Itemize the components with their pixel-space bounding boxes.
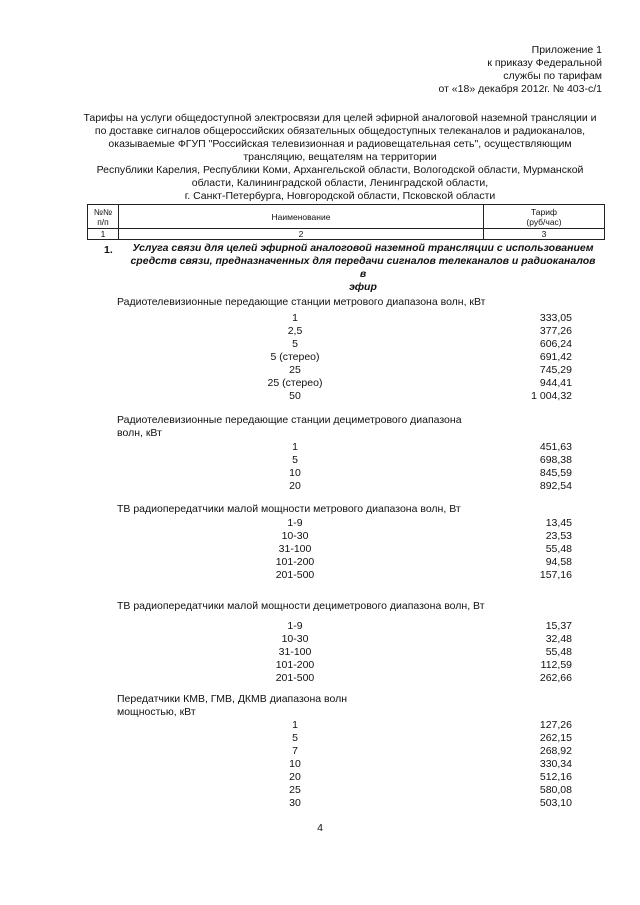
group-title-uhf-stations: Радиотелевизионные передающие станции дециметрового диапазона волн, кВт	[117, 414, 462, 439]
table-row: 10-30 32,48	[281, 633, 572, 645]
table-row: 20 892,54	[289, 480, 572, 492]
table-row: 201-500 262,66	[275, 672, 572, 684]
document-title	[80, 112, 600, 203]
table-row: 5 698,38	[292, 454, 572, 466]
section-title	[128, 242, 598, 294]
group-title-low-power-vhf: ТВ радиопередатчики малой мощности метрового диапазона волн, Вт	[117, 503, 461, 515]
title-line: г. Санкт-Петербурга, Новгородской области, Псковской области	[184, 190, 496, 202]
page-number: 4	[317, 822, 323, 834]
title-line: трансляцию, вещателям на территории	[243, 151, 437, 163]
table-row: 10 845,59	[289, 467, 572, 479]
table-row: 201-500 157,16	[275, 569, 572, 581]
table-row: 5 606,24	[292, 338, 572, 350]
col-name-header: Наименование	[119, 205, 484, 229]
title-line: Тарифы на услуги общедоступной электросвязи для целей эфирной аналоговой наземной трансляции и	[83, 112, 597, 124]
tariff-header-line: Тариф	[530, 206, 557, 217]
tariff-header-line: (руб/час)	[526, 216, 562, 227]
table-row: 10 330,34	[289, 758, 572, 770]
group-title-low-power-uhf: ТВ радиопередатчики малой мощности дециметрового диапазона волн, Вт	[117, 600, 485, 612]
table-row: 1-9 13,45	[287, 517, 572, 529]
table-row: 25 745,29	[289, 364, 572, 376]
table-row: 25 (стерео) 944,41	[267, 377, 572, 389]
section-title-line: средств связи, предназначенных для передачи сигналов телеканалов и радиоканалов в	[130, 255, 596, 280]
appendix-line: к приказу Федеральной	[487, 57, 602, 69]
table-row: 31-100 55,48	[278, 646, 572, 658]
section-title-line: Услуга связи для целей эфирной аналоговой наземной трансляции с использованием	[132, 242, 594, 254]
title-line: оказываемые ФГУП "Российская телевизионная и радиовещательная сеть", осуществляющим	[108, 138, 572, 150]
group-title-vhf-stations: Радиотелевизионные передающие станции метрового диапазона волн, кВт	[117, 296, 486, 308]
table-row: 1-9 15,37	[287, 620, 572, 632]
table-row: 1 451,63	[292, 441, 572, 453]
appendix-header	[438, 44, 602, 96]
table-row: 50 1 004,32	[289, 390, 572, 402]
title-line: области, Калининградской области, Ленинградской области,	[191, 177, 489, 189]
table-row: 1 333,05	[292, 312, 572, 324]
table-row: 101-200 112,59	[275, 659, 572, 671]
table-row: 30 503,10	[289, 797, 572, 809]
title-line: Республики Карелия, Республики Коми, Архангельской области, Вологодской области, Мурманской	[96, 164, 584, 176]
col-index-1: 1	[88, 229, 119, 240]
col-tariff-header	[484, 205, 605, 229]
table-row: 2,5 377,26	[287, 325, 572, 337]
tariff-table-header	[87, 204, 605, 240]
appendix-line: службы по тарифам	[503, 70, 602, 82]
col-number-header: №№ п/п	[88, 205, 119, 229]
section-title-line: эфир	[349, 281, 377, 293]
group-title-lw-mw-sw-transmitters: Передатчики КМВ, ГМВ, ДКМВ диапазона волн мощностью, кВт	[117, 693, 348, 718]
appendix-line: от «18» декабря 2012г. № 403-с/1	[438, 83, 602, 95]
appendix-line: Приложение 1	[531, 44, 602, 56]
table-row: 1 127,26	[292, 719, 572, 731]
table-row: 25 580,08	[289, 784, 572, 796]
col-index-2: 2	[119, 229, 484, 240]
table-row: 31-100 55,48	[278, 543, 572, 555]
table-row: 5 (стерео) 691,42	[270, 351, 572, 363]
table-row: 7 268,92	[292, 745, 572, 757]
table-row: 20 512,16	[289, 771, 572, 783]
table-row: 101-200 94,58	[275, 556, 572, 568]
table-row: 5 262,15	[292, 732, 572, 744]
section-number: 1.	[104, 244, 113, 256]
table-row: 10-30 23,53	[281, 530, 572, 542]
title-line: по доставке сигналов общероссийских обязательных общедоступных телеканалов и радиоканалов,	[94, 125, 586, 137]
col-index-3: 3	[484, 229, 605, 240]
